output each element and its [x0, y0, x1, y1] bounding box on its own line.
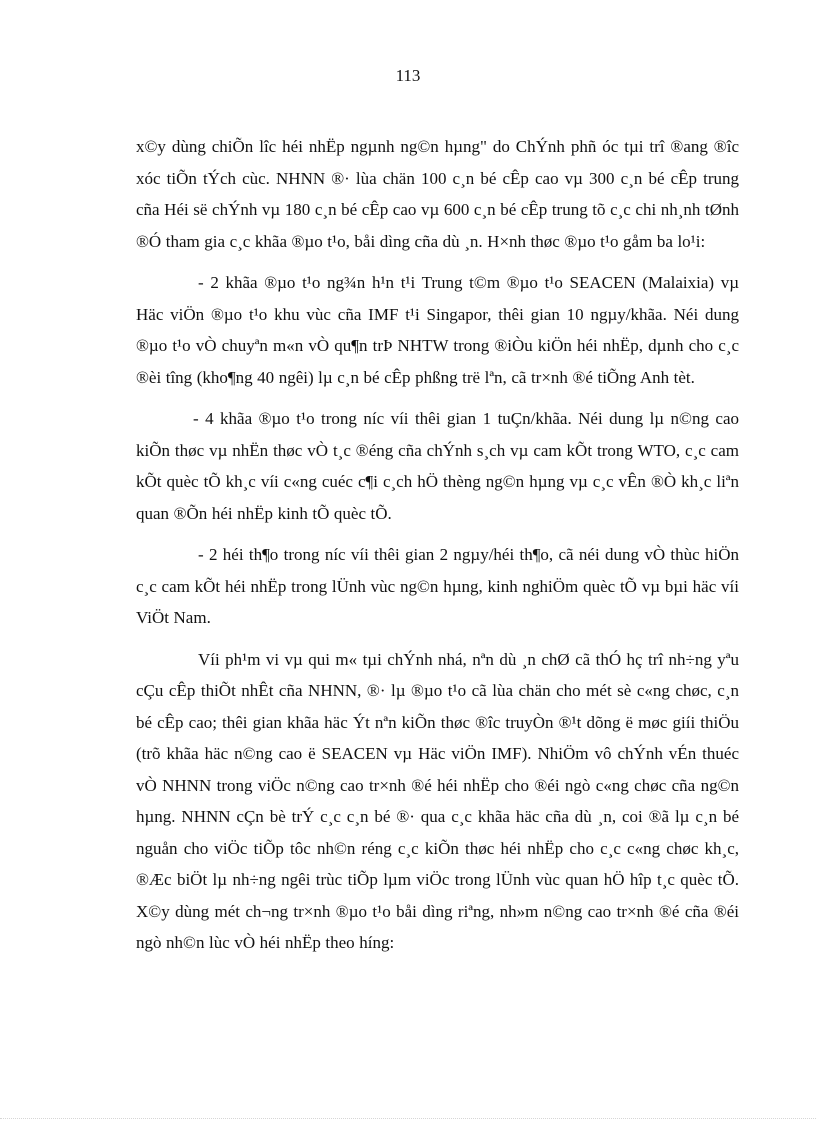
paragraph-short-courses-abroad: - 2 khãa ®µo t¹o ng¾n h¹n t¹i Trung t©m ®µo t¹o SEACEN (Malaixia) vµ Häc viÖn ®µo t¹o khu vùc cña IMF t¹i Singapor, thêi gian 10 ngµy/khãa. Néi dung ®µo t¹o vÒ chuyªn m«n vÒ qu¶n trÞ NHTW trong ®iÒu kiÖn héi nhËp, dµnh cho c¸c ®èi tîng (kho¶ng 40 ngêi) lµ c¸n bé cÊp phßng trë lªn, cã tr×nh ®é tiÕng Anh tèt. — [136, 273, 739, 387]
paragraph-spacer — [136, 257, 739, 267]
paragraph-workshops: - 2 héi th¶o trong níc víi thêi gian 2 ngµy/héi th¶o, cã néi dung vÒ thùc hiÖn c¸c cam kÕt héi nhËp trong lÜnh vùc ng©n hµng, kinh nghiÖm quèc tÕ vµ bµi häc víi ViÖt Nam. — [136, 545, 739, 627]
page-number: 113 — [395, 66, 421, 85]
document-body — [136, 131, 739, 959]
paragraph-spacer — [136, 634, 739, 644]
paragraph-spacer — [136, 393, 739, 403]
paragraph-domestic-courses: - 4 khãa ®µo t¹o trong níc víi thêi gian 1 tuÇn/khãa. Néi dung lµ n©ng cao kiÕn thøc vµ nhËn thøc vÒ t¸c ®éng cña chÝnh s¸ch vµ cam kÕt trong WTO, c¸c cam kÕt quèc tÕ kh¸c víi c«ng cuéc c¶i c¸ch hÖ thèng ng©n hµng vµ c¸c vÊn ®Ò kh¸c liªn quan ®Õn héi nhËp kinh tÕ quèc tÕ. — [136, 409, 739, 523]
paragraph-conclusion: Víi ph¹m vi vµ qui m« tµi chÝnh nhá, nªn dù ¸n chØ cã thÓ hç trî nh÷ng yªu cÇu cÊp thiÕt nhÊt cña NHNN, ®· lµ ®µo t¹o cã lùa chän cho mét sè c«ng chøc, c¸n bé cÊp cao; thêi gian khãa häc Ýt nªn kiÕn thøc ®îc truyÒn ®¹t dõng ë møc giíi thiÖu (trõ khãa häc n©ng cao ë SEACEN vµ Häc viÖn IMF). NhiÖm vô chÝnh vÉn thuéc vÒ NHNN trong viÖc n©ng cao tr×nh ®é héi nhËp cho ®éi ngò c«ng chøc cña ng©n hµng. NHNN cÇn bè trÝ c¸c c¸n bé ®· qua c¸c khãa häc cña dù ¸n, coi ®ã lµ c¸n bé nguån cho viÖc tiÕp tôc nh©n réng c¸c kiÕn thøc héi nhËp cho c¸c c«ng chøc kh¸c, ®Æc biÖt lµ nh÷ng ngêi trùc tiÕp lµm viÖc trong lÜnh vùc quan hÖ hîp t¸c quèc tÕ. X©y dùng mét ch¬ng tr×nh ®µo t¹o båi dìng riªng, nh»m n©ng cao tr×nh ®é cña ®éi ngò nh©n lùc vÒ héi nhËp theo híng: — [136, 649, 739, 952]
paragraph-intro: x©y dùng chiÕn lîc héi nhËp ngµnh ng©n hµng" do ChÝnh phñ óc tµi trî ®ang ®îc xóc tiÕn tÝch cùc. NHNN ®· lùa chän 100 c¸n bé cÊp cao vµ 300 c¸n bé cÊp trung cña Héi së chÝnh vµ 180 c¸n bé cÊp cao vµ 600 c¸n bé cÊp trung tõ c¸c chi nh¸nh tØnh ®Ó tham gia c¸c khãa ®µo t¹o, båi dìng cña dù ¸n. H×nh thøc ®µo t¹o gåm ba lo¹i: — [136, 137, 739, 251]
page-bottom-divider — [0, 1118, 816, 1119]
paragraph-spacer — [136, 529, 739, 539]
